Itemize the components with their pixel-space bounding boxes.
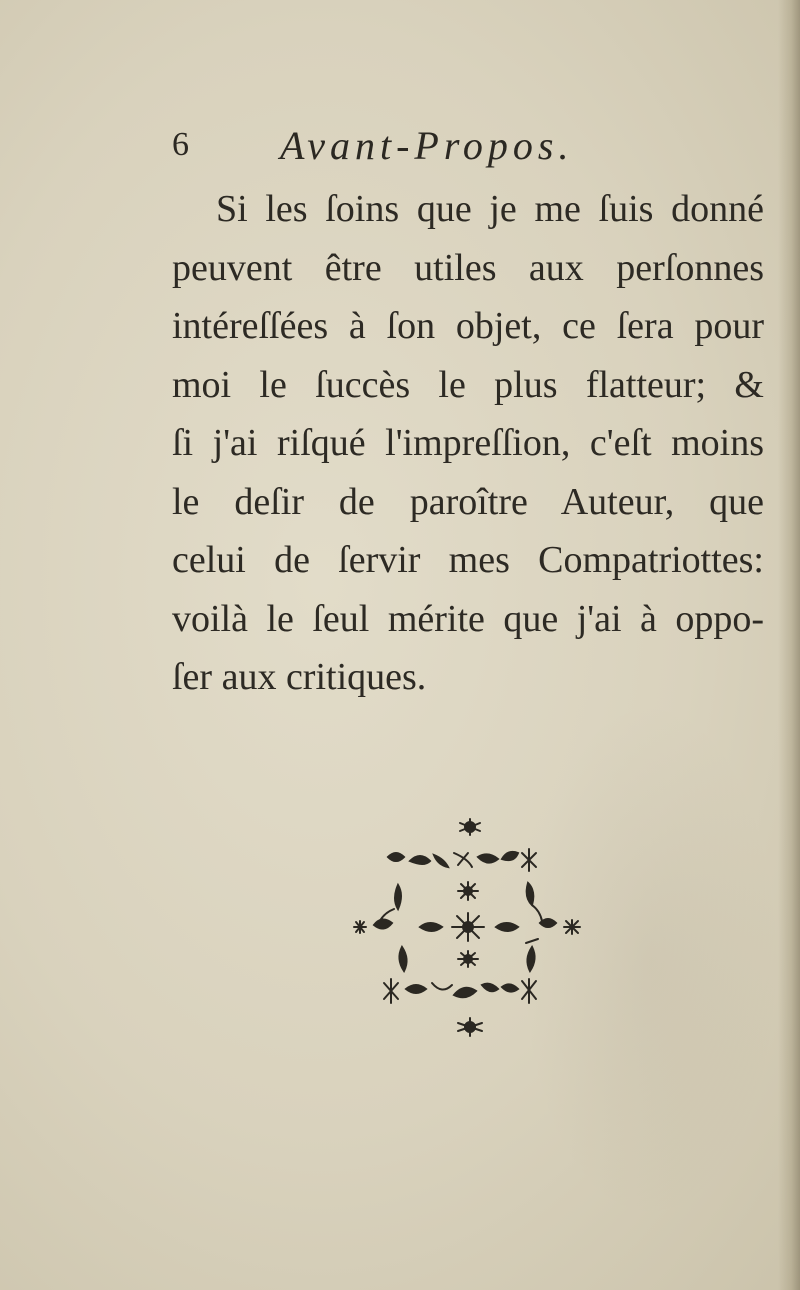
body-paragraph [172, 180, 764, 707]
page-number: 6 [172, 126, 189, 163]
text-line: moi le ſuccès le plus flatteur; & [172, 363, 764, 406]
text-line: celui de ſervir mes Compatriottes: [172, 539, 764, 581]
text-line: Si les ſoins que je me ſuis donné [216, 188, 764, 230]
text-line: peuvent être utiles aux perſonnes [172, 246, 764, 289]
running-head [170, 122, 690, 170]
text-line: ſer aux critiques. [172, 656, 427, 698]
printers-fleuron-ornament-icon [350, 815, 590, 1040]
text-line: intéreſſées à ſon objet, ce ſera pour [172, 305, 764, 347]
page-edge-shadow [778, 0, 800, 1290]
text-line: voilà le ſeul mérite que j'ai à oppo- [172, 597, 764, 640]
running-head-title: Avant-Propos. [280, 123, 574, 168]
text-line: ſi j'ai riſqué l'impreſſion, c'eſt moins [172, 422, 764, 464]
text-line: le deſir de paroître Auteur, que [172, 480, 764, 523]
